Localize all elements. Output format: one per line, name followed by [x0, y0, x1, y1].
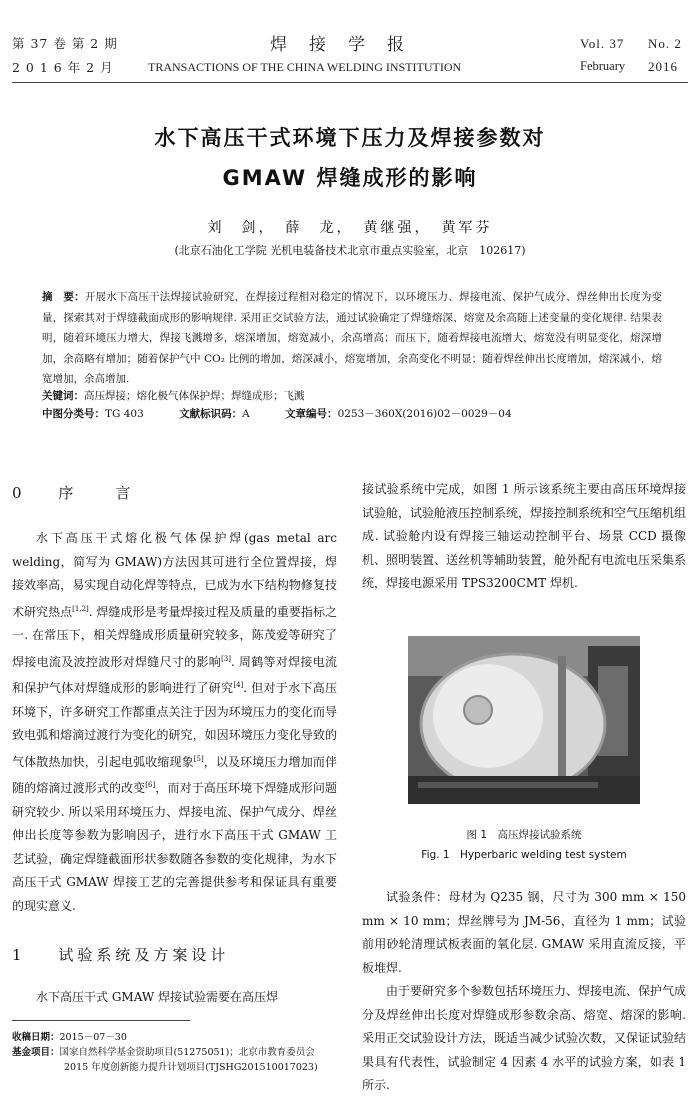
intro-text-5: ，以及环境压力增加而伴随的熔滴过渡形式的改变: [12, 754, 337, 795]
right-text-1: 接试验系统中完成，如图 1 所示该系统主要由高压环境焊接试验舱，试验舱液压控制系统，焊接控制系统和空气压缩机组成. 试验舱内设有焊接三轴运动控制平台、场景 CCD 摄像机、照明装置、送丝机等辅助装置，舱外配有电流电压采集系统，焊接电源采用 TPS3200CMT 焊机.: [362, 482, 687, 590]
fund-label: 基金项目：: [12, 1047, 60, 1058]
right-text-3: 由于要研究多个参数包括环境压力、焊接电流、保护气成分及焊丝伸出长度对焊缝成形参数余高、熔宽、熔深的影响. 采用正交试验设计方法，既适当减少试验次数，又保证试验结果具有代表性，试验制定 4 因素 4 水平的试验方案，如表 1 所示.: [362, 984, 687, 1092]
citation-1[interactable]: [1,2]: [72, 604, 89, 613]
section-1-title: 试验系统及方案设计: [58, 946, 230, 964]
month-en: February: [580, 59, 626, 73]
clc-value: TG 403: [105, 408, 144, 420]
right-text-2: 试验条件：母材为 Q235 钢，尺寸为 300 mm × 150 mm × 10 mm；焊丝牌号为 JM-56，直径为 1 mm；试验前用砂轮清理试板表面的氧化层. GMAW 采用直流反接，平板堆焊.: [362, 890, 686, 975]
year-en: 2016: [648, 59, 678, 74]
intro-text-2: . 焊缝成形是考量焊接过程及质量的重要指标之一. 在常压下，相关焊缝成形质量研究较多，陈茂爱等研究了焊接电流及波控波形对焊缝尺寸的影响: [12, 604, 337, 669]
chamber-illustration: [408, 636, 640, 804]
intro-text-6: ，而对于高压环境下焊缝成形问题研究较少. 所以采用环境压力、焊接电流、保护气成分、焊丝伸出长度等参数为影响因子，进行水下高压干式 GMAW 工艺试验，确定焊缝截面形状参数随各参数的变化规律，为水下高压干式 GMAW 焊接工艺的完善提供参考和保证具有重要的现实意义.: [12, 781, 337, 913]
received-label: 收稿日期：: [12, 1032, 60, 1043]
citation-3[interactable]: [3]: [221, 654, 231, 663]
authors: 刘 剑， 薛 龙， 黄继强， 黄军芬: [207, 220, 493, 236]
right-paragraph-1: [362, 478, 686, 596]
section-1-heading: [12, 944, 229, 965]
keywords-label: 关键词：: [42, 390, 84, 402]
right-paragraph-2: [362, 886, 686, 1098]
figure-caption-en: Fig. 1 Hyperbaric welding test system: [421, 849, 627, 861]
article-number-label: 文章编号：: [285, 408, 338, 420]
intro-paragraph: [12, 527, 337, 918]
received-date: 2015－07－30: [59, 1032, 127, 1043]
date-cn: 2 0 1 6 年 2 月: [12, 60, 114, 75]
intro-text-4: . 但对于水下高压环境下，许多研究工作都重点关注于因为环境压力的变化而导致电弧和熔滴过渡行为变化的研究，如因环境压力变化导致的气体散热加快，引起电弧收缩现象: [12, 681, 337, 769]
citation-4[interactable]: [4]: [233, 681, 244, 689]
section-0-title: 序 言: [58, 484, 135, 502]
article-title-line1: 水下高压干式环境下压力及焊接参数对: [154, 126, 546, 150]
figure-caption-cn: 图 1 高压焊接试验系统: [466, 829, 582, 841]
section-0-number: 0: [12, 484, 26, 502]
intro-text-3: . 周鹤等对焊接电流和保护气体对焊缝成形的影响进行了研究: [12, 654, 337, 695]
doc-code-value: A: [242, 408, 250, 420]
classification-line: [42, 405, 662, 424]
footnote: [12, 1030, 342, 1075]
test-chamber-photo: [408, 636, 640, 804]
header-rule: [12, 82, 688, 83]
section-1-number: 1: [12, 946, 26, 964]
volume-en: Vol. 37: [580, 36, 625, 51]
citation-5[interactable]: [5]: [193, 754, 204, 763]
intro-text-1: 水下高压干式熔化极气体保护焊(gas metal arc welding，简写为 GMAW)方法因其可进行全位置焊接，焊接效率高，易实现自动化焊等特点，已成为水下结构物修复技术研究热点: [12, 531, 337, 619]
abstract-text: 开展水下高压干法焊接试验研究，在焊接过程相对稳定的情况下，以环境压力、焊接电流、保护气成分、焊丝伸出长度为变量，探索其对于焊缝截面成形的影响规律. 采用正交试验方法，通过试验确定了焊缝熔深、熔宽及余高随上述变量的变化规律. 结果表明，随着环境压力增大，焊接飞溅增多，熔深增加，熔宽减小，余高增高；而压下，随着焊接电流增大，熔宽没有明显变化，熔深增加，余高略有增加；随着保护气中 CO₂ 比例的增加，熔深减小，熔宽增加，余高变化不明显；随着焊丝伸出长度增加，熔深减小，熔宽增加，余高增加.: [42, 291, 663, 385]
fund-text-1: 国家自然科学基金资助项目(51275051)；北京市教育委员会: [59, 1047, 315, 1058]
affiliation: (北京石油化工学院 光机电装备技术北京市重点实验室，北京 102617): [174, 244, 526, 257]
volume-issue-cn: 第 37 卷 第 2 期: [12, 36, 118, 51]
keywords: [42, 387, 662, 406]
section-0-heading: [12, 482, 134, 503]
section-1-paragraph: [12, 986, 337, 1010]
journal-title-cn: 焊接学报: [270, 35, 426, 55]
doc-code-label: 文献标识码：: [179, 408, 243, 420]
keywords-text: 高压焊接；熔化极气体保护焊；焊缝成形；飞溅: [84, 390, 305, 402]
clc-label: 中图分类号：: [42, 408, 105, 420]
article-number-value: 0253－360X(2016)02－0029－04: [337, 408, 512, 420]
footnote-rule: [12, 1020, 190, 1021]
article-title-line2: GMAW 焊缝成形的影响: [222, 166, 478, 190]
fund-text-2: 2015 年度创新能力提升计划项目(TJSHG201510017023): [64, 1062, 318, 1073]
citation-6[interactable]: [6]: [145, 781, 156, 789]
journal-title-en: TRANSACTIONS OF THE CHINA WELDING INSTITUTION: [148, 60, 462, 74]
issue-en: No. 2: [648, 36, 682, 51]
abstract: [42, 287, 662, 390]
abstract-label: 摘 要：: [42, 291, 85, 303]
section-1-text: 水下高压干式 GMAW 焊接试验需要在高压焊: [36, 990, 279, 1004]
